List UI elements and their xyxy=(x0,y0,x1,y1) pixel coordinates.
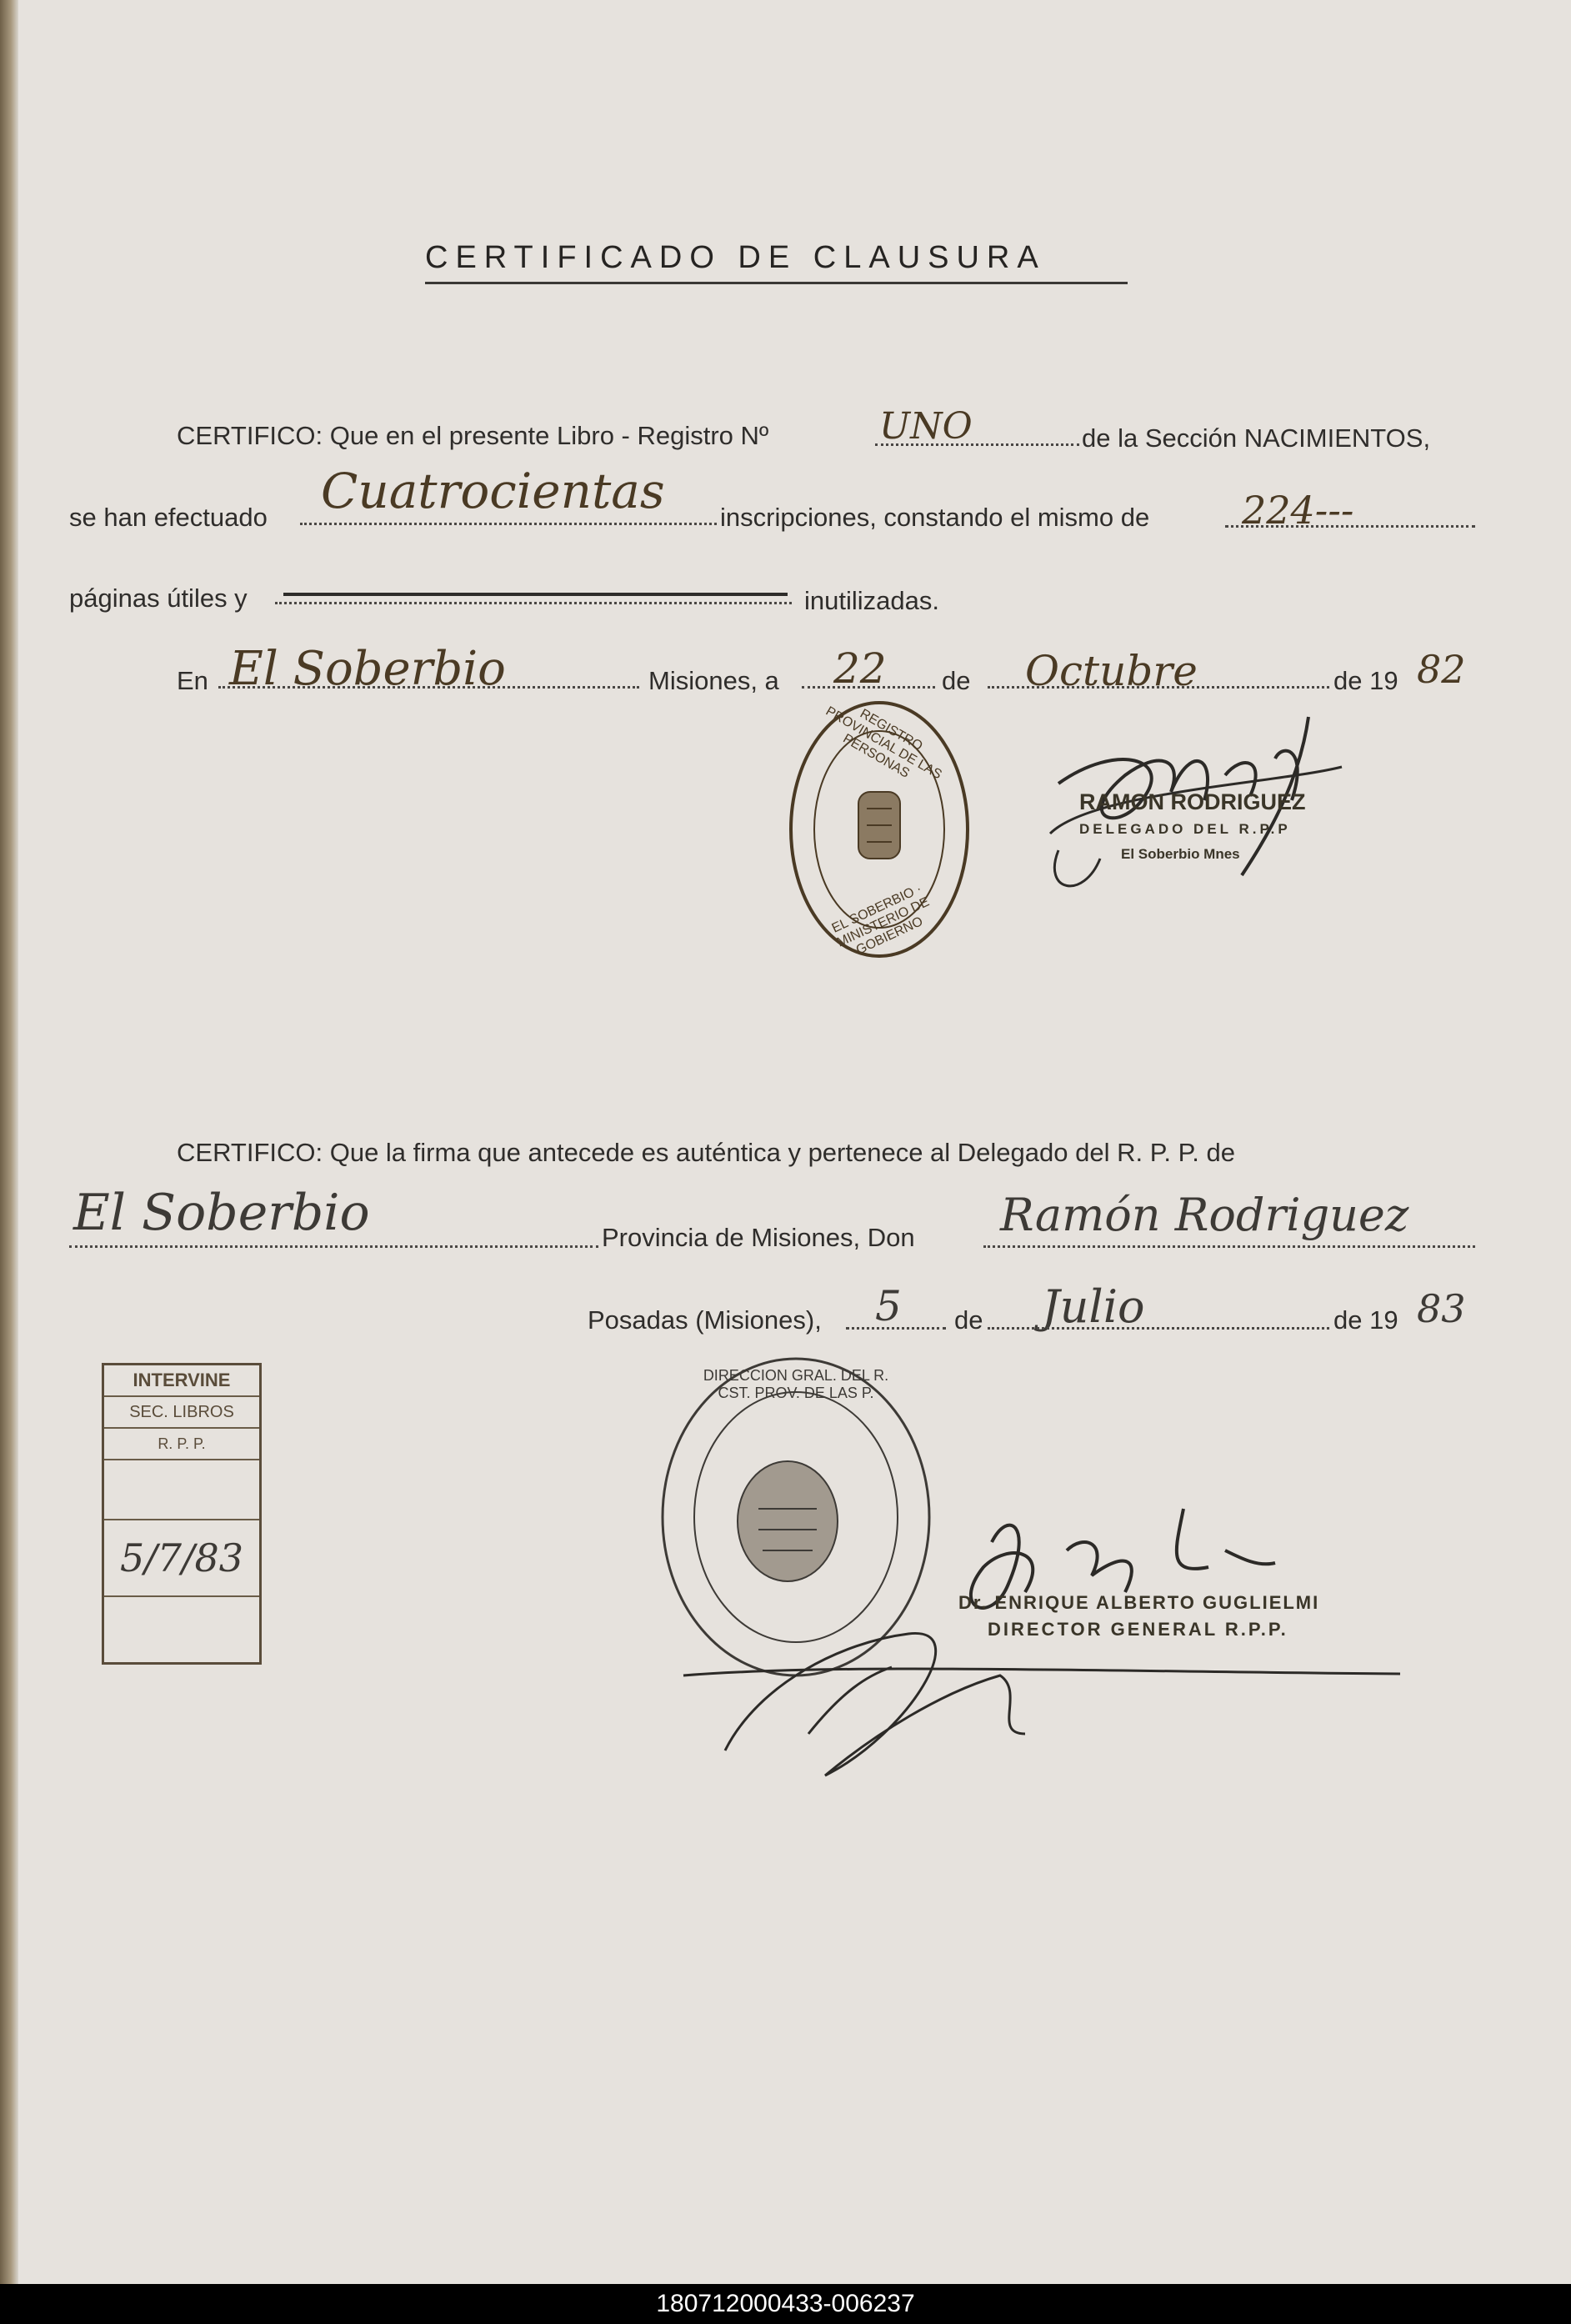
s1-line4-misiones: Misiones, a xyxy=(648,666,779,695)
s2-anio: 83 xyxy=(1417,1286,1466,1331)
s1-line1-end: de la Sección NACIMIENTOS, xyxy=(1082,423,1431,453)
s1-libro-numero: UNO xyxy=(879,405,973,448)
s1-dia: 22 xyxy=(833,644,887,693)
signature-2-role: DIRECTOR GENERAL R.P.P. xyxy=(988,1619,1288,1640)
box-stamp-row1: INTERVINE xyxy=(104,1365,259,1397)
s1-libro-dotted-line xyxy=(875,443,1079,446)
s1-line4-de1: de xyxy=(942,666,971,695)
s1-lugar-dotted-line xyxy=(218,686,639,689)
book-binding-edge xyxy=(0,0,18,2284)
s2-mes: Julio xyxy=(1042,1280,1145,1333)
s2-mes-dotted-line xyxy=(988,1327,1329,1330)
s2-don-nombre: Ramón Rodriguez xyxy=(1000,1189,1409,1241)
s1-lugar: El Soberbio xyxy=(229,642,506,696)
seal-2-ring-text: DIRECCION GRAL. DEL R. CST. PROV. DE LAS P. xyxy=(703,1367,889,1401)
s2-line3-de2: de 19 xyxy=(1333,1305,1398,1335)
s1-anio: 82 xyxy=(1417,647,1466,692)
box-stamp-blank-2 xyxy=(104,1597,259,1660)
s2-line3-posadas: Posadas (Misiones), xyxy=(588,1305,822,1335)
s1-dia-dotted-line xyxy=(802,686,935,689)
box-stamp-row3: R. P. P. xyxy=(104,1429,259,1460)
signature-2-name: Dr. ENRIQUE ALBERTO GUGLIELMI xyxy=(958,1592,1320,1613)
s2-lugar: El Soberbio xyxy=(73,1184,370,1242)
s1-paginas-cantidad: 224--- xyxy=(1242,488,1354,533)
s1-inscripciones-dotted-line xyxy=(300,523,717,525)
box-stamp-fecha: 5/7/83 xyxy=(104,1520,259,1597)
s1-line3-text: páginas útiles y xyxy=(69,584,248,613)
s1-line3-end: inutilizadas. xyxy=(804,586,939,615)
s1-line1-text: CERTIFICO: Que en el presente Libro - Registro Nº xyxy=(177,421,769,450)
footer-id-bar xyxy=(0,2284,1571,2324)
seal-1-ring-bottom: EL SOBERBIO · MINISTERIO DE GOBIERNO xyxy=(829,881,932,958)
s1-inscripciones-cantidad: Cuatrocientas xyxy=(321,463,665,519)
official-seal-1 xyxy=(783,692,975,967)
s1-line2-mid: inscripciones, constando el mismo de xyxy=(720,503,1150,532)
s2-line3-de1: de xyxy=(954,1305,983,1335)
intervine-box-stamp xyxy=(102,1363,262,1665)
footer-id: 180712000433-006237 xyxy=(656,2290,915,2317)
s1-line2-text: se han efectuado xyxy=(69,503,268,532)
title-underline xyxy=(425,282,1128,284)
s1-line4-en: En xyxy=(177,666,208,695)
s2-line2-provincia: Provincia de Misiones, Don xyxy=(602,1223,915,1252)
signature-1-place: El Soberbio Mnes xyxy=(1121,846,1240,862)
s1-mes-dotted-line xyxy=(988,686,1329,689)
s1-inutilizadas-dotted-line xyxy=(275,602,792,604)
signature-1-name: RAMON RODRIGUEZ xyxy=(1079,789,1306,814)
seal-1-ring-top: REGISTRO PROVINCIAL DE LAS PERSONAS xyxy=(823,704,944,783)
s2-line1-text: CERTIFICO: Que la firma que antecede es auténtica y pertenece al Delegado del R. P. P. de xyxy=(177,1138,1236,1167)
s2-nombre-dotted-line xyxy=(983,1245,1475,1248)
s1-mes: Octubre xyxy=(1025,647,1198,695)
s2-dia-dotted-line xyxy=(846,1327,946,1330)
s2-lugar-dotted-line xyxy=(69,1245,598,1248)
signature-1-role: DELEGADO DEL R.P.P xyxy=(1079,821,1291,837)
s2-dia: 5 xyxy=(875,1282,902,1330)
box-stamp-row2: SEC. LIBROS xyxy=(104,1397,259,1429)
document-title: CERTIFICADO DE CLAUSURA xyxy=(425,240,1046,275)
s1-paginas-dotted-line xyxy=(1225,525,1475,528)
s1-inutilizadas-strike-line xyxy=(283,593,788,596)
box-stamp-blank-1 xyxy=(104,1460,259,1520)
s1-line4-de2: de 19 xyxy=(1333,666,1398,695)
